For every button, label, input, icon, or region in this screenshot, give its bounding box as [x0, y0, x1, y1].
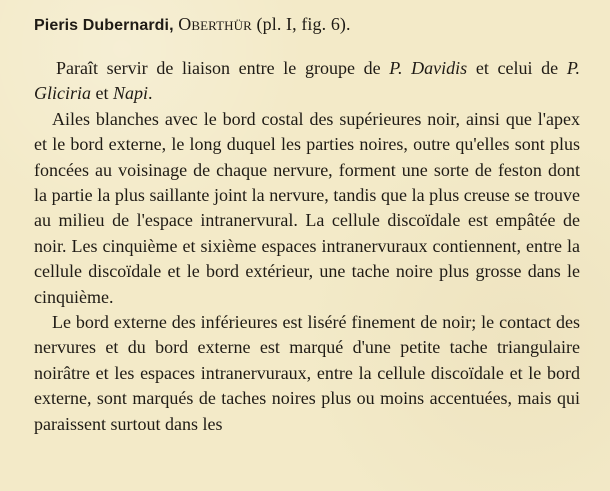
species-reference-3: Napi: [113, 83, 149, 104]
species-author: Oberthür: [178, 14, 252, 34]
species-reference-1: P. Davidis: [389, 58, 468, 78]
species-reference-2: P. Gliciria: [34, 58, 581, 104]
plate-reference: (pl. I, fig. 6).: [256, 14, 351, 34]
species-name: Pieris Dubernardi,: [34, 17, 174, 34]
intro-paragraph: [34, 56, 580, 107]
intro-text-4: .: [148, 83, 153, 104]
intro-text-1: Paraît servir de liaison entre le groupe de: [56, 58, 390, 78]
species-heading: [34, 12, 580, 38]
lower-wings-paragraph: Le bord externe des inférieures est liséré finement de noir; le contact des nervures et du bord externe est marqué d'une petite tache triangulaire noirâtre et les espaces intranervuraux, entre la cellule discoïdale et le bord externe, sont marqués de taches noires plus ou moins accentuées, mais qui paraissent surtout dans les: [34, 312, 580, 434]
upper-wings-paragraph: Ailes blanches avec le bord costal des supérieures noir, ainsi que l'apex et le bord externe, le long duquel les parties noires, outre qu'elles sont plus foncées au voisinage de chaque nervure, forment une sorte de feston dont la partie la plus saillante joint la nervure, tandis que la plus creuse se trouve au milieu de l'espace intranervural. La cellule discoïdale est empâtée de noir. Les cinquième et sixième espaces intranervuraux contiennent, entre la cellule discoïdale et le bord extérieur, une tache noire plus grosse dans le cinquième.: [34, 108, 580, 307]
intro-text-2: et celui de: [467, 58, 567, 78]
intro-text-3: et: [91, 83, 113, 104]
